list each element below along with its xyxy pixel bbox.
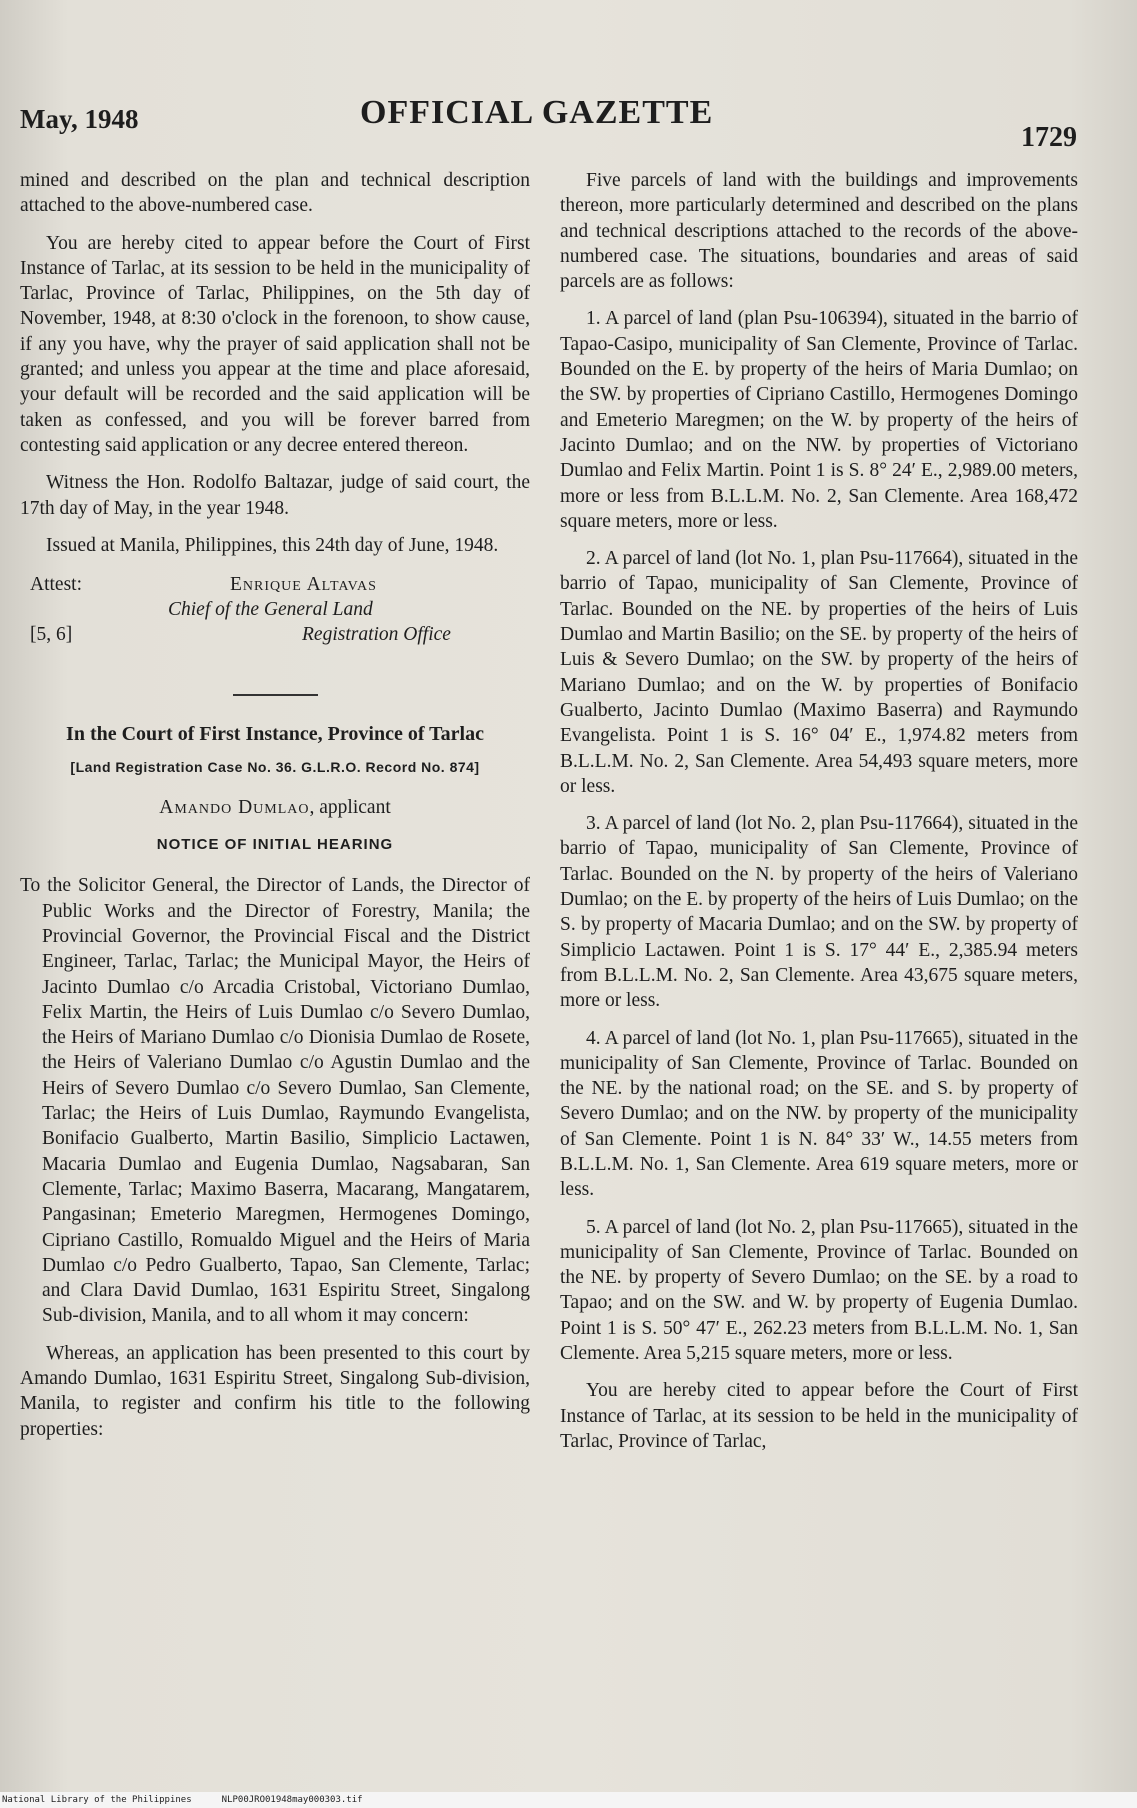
- header-title: OFFICIAL GAZETTE: [360, 94, 714, 131]
- scan-footer: [0, 1792, 1137, 1808]
- paragraph: Witness the Hon. Rodolfo Baltazar, judge of said court, the 17th day of May, in the year 1948.: [20, 472, 530, 519]
- parcel-paragraph: 1. A parcel of land (plan Psu-106394), situated in the barrio of Tapao-Casipo, municipality of San Clemente, Province of Tarlac. Bounded on the E. by property of the heirs of Maria Dumlao; on the SW. by properties of Cipriano Castillo, Hermogenes Domingo and Emeterio Maregmen; on the W. by property of the heirs of Jacinto Dumlao; and on the NW. by properties of Victoriano Dumlao and Felix Martin. Point 1 is S. 8° 24′ E., 2,989.00 meters, more or less from B.L.L.M. No. 2, San Clemente. Area 168,472 square meters, more or less.: [560, 308, 1078, 532]
- court-heading: In the Court of First Instance, Province of Tarlac: [66, 723, 484, 746]
- addressee-paragraph: To the Solicitor General, the Director of Lands, the Director of Public Works and the Director of Forestry, Manila; the Provincial Governor, the Provincial Fiscal and the District Engineer, Tarlac, Tarlac; the Municipal Mayor, the Heirs of Jacinto Dumlao c/o Arcadia Cristobal, Victoriano Dumlao, Felix Martin, the Heirs of Luis Dumlao c/o Severo Dumlao, the Heirs of Mariano Dumlao c/o Dionisia Dumlao de Rosete, the Heirs of Valeriano Dumlao c/o Agustin Dumlao and the Heirs of Severo Dumlao c/o Severo Dumlao, San Clemente, Tarlac; the Heirs of Luis Dumlao, Raymundo Evangelista, Bonifacio Gualberto, Martin Basilio, Simplicio Lactawen, Macaria Dumlao and Eugenia Dumlao, Nagsabaran, San Clemente, Tarlac; Maximo Baserra, Macarang, Mangatarem, Pangasinan; Emeterio Maregmen, Hermogenes Domingo, Cipriano Castillo, Romualdo Miguel and the Heirs of Maria Dumlao c/o Pedro Gualberto, Tapao, San Clemente, Tarlac; and Clara David Dumlao, 1631 Espiritu Street, Singalong Sub-division, Manila, and to all whom it may concern:: [20, 875, 530, 1327]
- parcel-paragraph: 5. A parcel of land (lot No. 2, plan Psu-117665), situated in the municipality of San Clemente, Province of Tarlac. Bounded on the NE. by property of Severo Dumlao; on the SE. by a road to Tapao; and on the SW. and W. by property of Eugenia Dumlao. Point 1 is S. 50° 47′ E., 262.23 meters from B.L.L.M. No. 1, San Clemente. Area 5,215 square meters, more or less.: [560, 1216, 1078, 1365]
- left-column: [20, 168, 530, 1454]
- paragraph: You are hereby cited to appear before the Court of First Instance of Tarlac, at its session to be held in the municipality of Tarlac, Province of Tarlac, Philippines, on the 5th day of November, 1948, at 8:30 o'clock in the forenoon, to show cause, if any you have, why the prayer of said application shall not be granted; and unless you appear at the time and place aforesaid, your default will be recorded and the said application will be taken as confessed, and you will be forever barred from contesting said application or any decree entered thereon.: [20, 232, 530, 456]
- paragraph: Whereas, an application has been presented to this court by Amando Dumlao, 1631 Espiritu Street, Singalong Sub-division, Manila, to register and confirm his title to the following properties:: [20, 1342, 530, 1440]
- library-credit: National Library of the Philippines: [2, 1795, 192, 1805]
- applicant-line: [20, 795, 530, 820]
- parcel-paragraph: 2. A parcel of land (lot No. 1, plan Psu-117664), situated in the barrio of Tapao, municipality of San Clemente, Province of Tarlac. Bounded on the NE. by properties of the heirs of Luis Dumlao and Martin Basilio; on the SE. by property of the heirs of Luis & Severo Dumlao; on the SW. by property of the heirs of Mariano Dumlao; and on the W. by properties of Bonifacio Gualberto, Jacinto Dumlao (Maximo Baserra) and Raymundo Evangelista. Point 1 is S. 16° 04′ E., 1,974.82 meters from B.L.L.M. No. 2, San Clemente. Area 54,493 square meters, more or less.: [560, 548, 1078, 797]
- attest-reference: [5, 6]: [30, 624, 73, 646]
- paragraph: You are hereby cited to appear before the Court of First Instance of Tarlac, at its session to be held in the municipality of Tarlac, Province of Tarlac,: [560, 1380, 1078, 1452]
- signatory-name: Enrique Altavas: [230, 574, 377, 596]
- page-header: [0, 92, 1137, 162]
- parcel-paragraph: 3. A parcel of land (lot No. 2, plan Psu-117664), situated in the barrio of Tapao, municipality of San Clemente, Province of Tarlac. Bounded on the N. by property of the heirs of Valeriano Dumlao; on the E. by property of the heirs of Luis Dumlao; on the S. by property of Macaria Dumlao; and on the SW. by property of Simplicio Lactawen. Point 1 is S. 17° 44′ E., 2,385.94 meters from B.L.L.M. No. 2, San Clemente. Area 43,675 square meters, more or less.: [560, 813, 1078, 1012]
- signatory-title-line2: Registration Office: [302, 624, 451, 646]
- header-date: May, 1948: [20, 104, 139, 134]
- paragraph: mined and described on the plan and technical description attached to the above-numbered case.: [20, 170, 530, 217]
- attest-label: Attest:: [30, 574, 82, 596]
- section-divider: [233, 694, 318, 696]
- paragraph: Issued at Manila, Philippines, this 24th day of June, 1948.: [46, 534, 499, 556]
- applicant-name: Amando Dumlao: [159, 796, 310, 818]
- paragraph: Five parcels of land with the buildings and improvements thereon, more particularly determined and described on the plans and technical descriptions attached to the records of the above-numbered case. The situations, boundaries and areas of said parcels are as follows:: [560, 170, 1078, 293]
- signatory-title-line1: Chief of the General Land: [168, 599, 373, 621]
- case-number: [Land Registration Case No. 36. G.L.R.O. Record No. 874]: [70, 759, 480, 776]
- notice-title: NOTICE OF INITIAL HEARING: [156, 836, 394, 854]
- applicant-suffix: , applicant: [309, 796, 391, 818]
- page-number: 1729: [1021, 122, 1077, 153]
- right-column: [560, 168, 1078, 1466]
- file-name: NLP00JRO01948may000303.tif: [221, 1795, 363, 1805]
- parcel-paragraph: 4. A parcel of land (lot No. 1, plan Psu-117665), situated in the municipality of San Clemente, Province of Tarlac. Bounded on the NE. by the national road; on the SE. and S. by property of Severo Dumlao; and on the NW. by property of the municipality of San Clemente. Point 1 is N. 84° 33′ W., 14.55 meters from B.L.L.M. No. 1, San Clemente. Area 619 square meters, more or less.: [560, 1027, 1078, 1201]
- attestation-block: [20, 572, 530, 672]
